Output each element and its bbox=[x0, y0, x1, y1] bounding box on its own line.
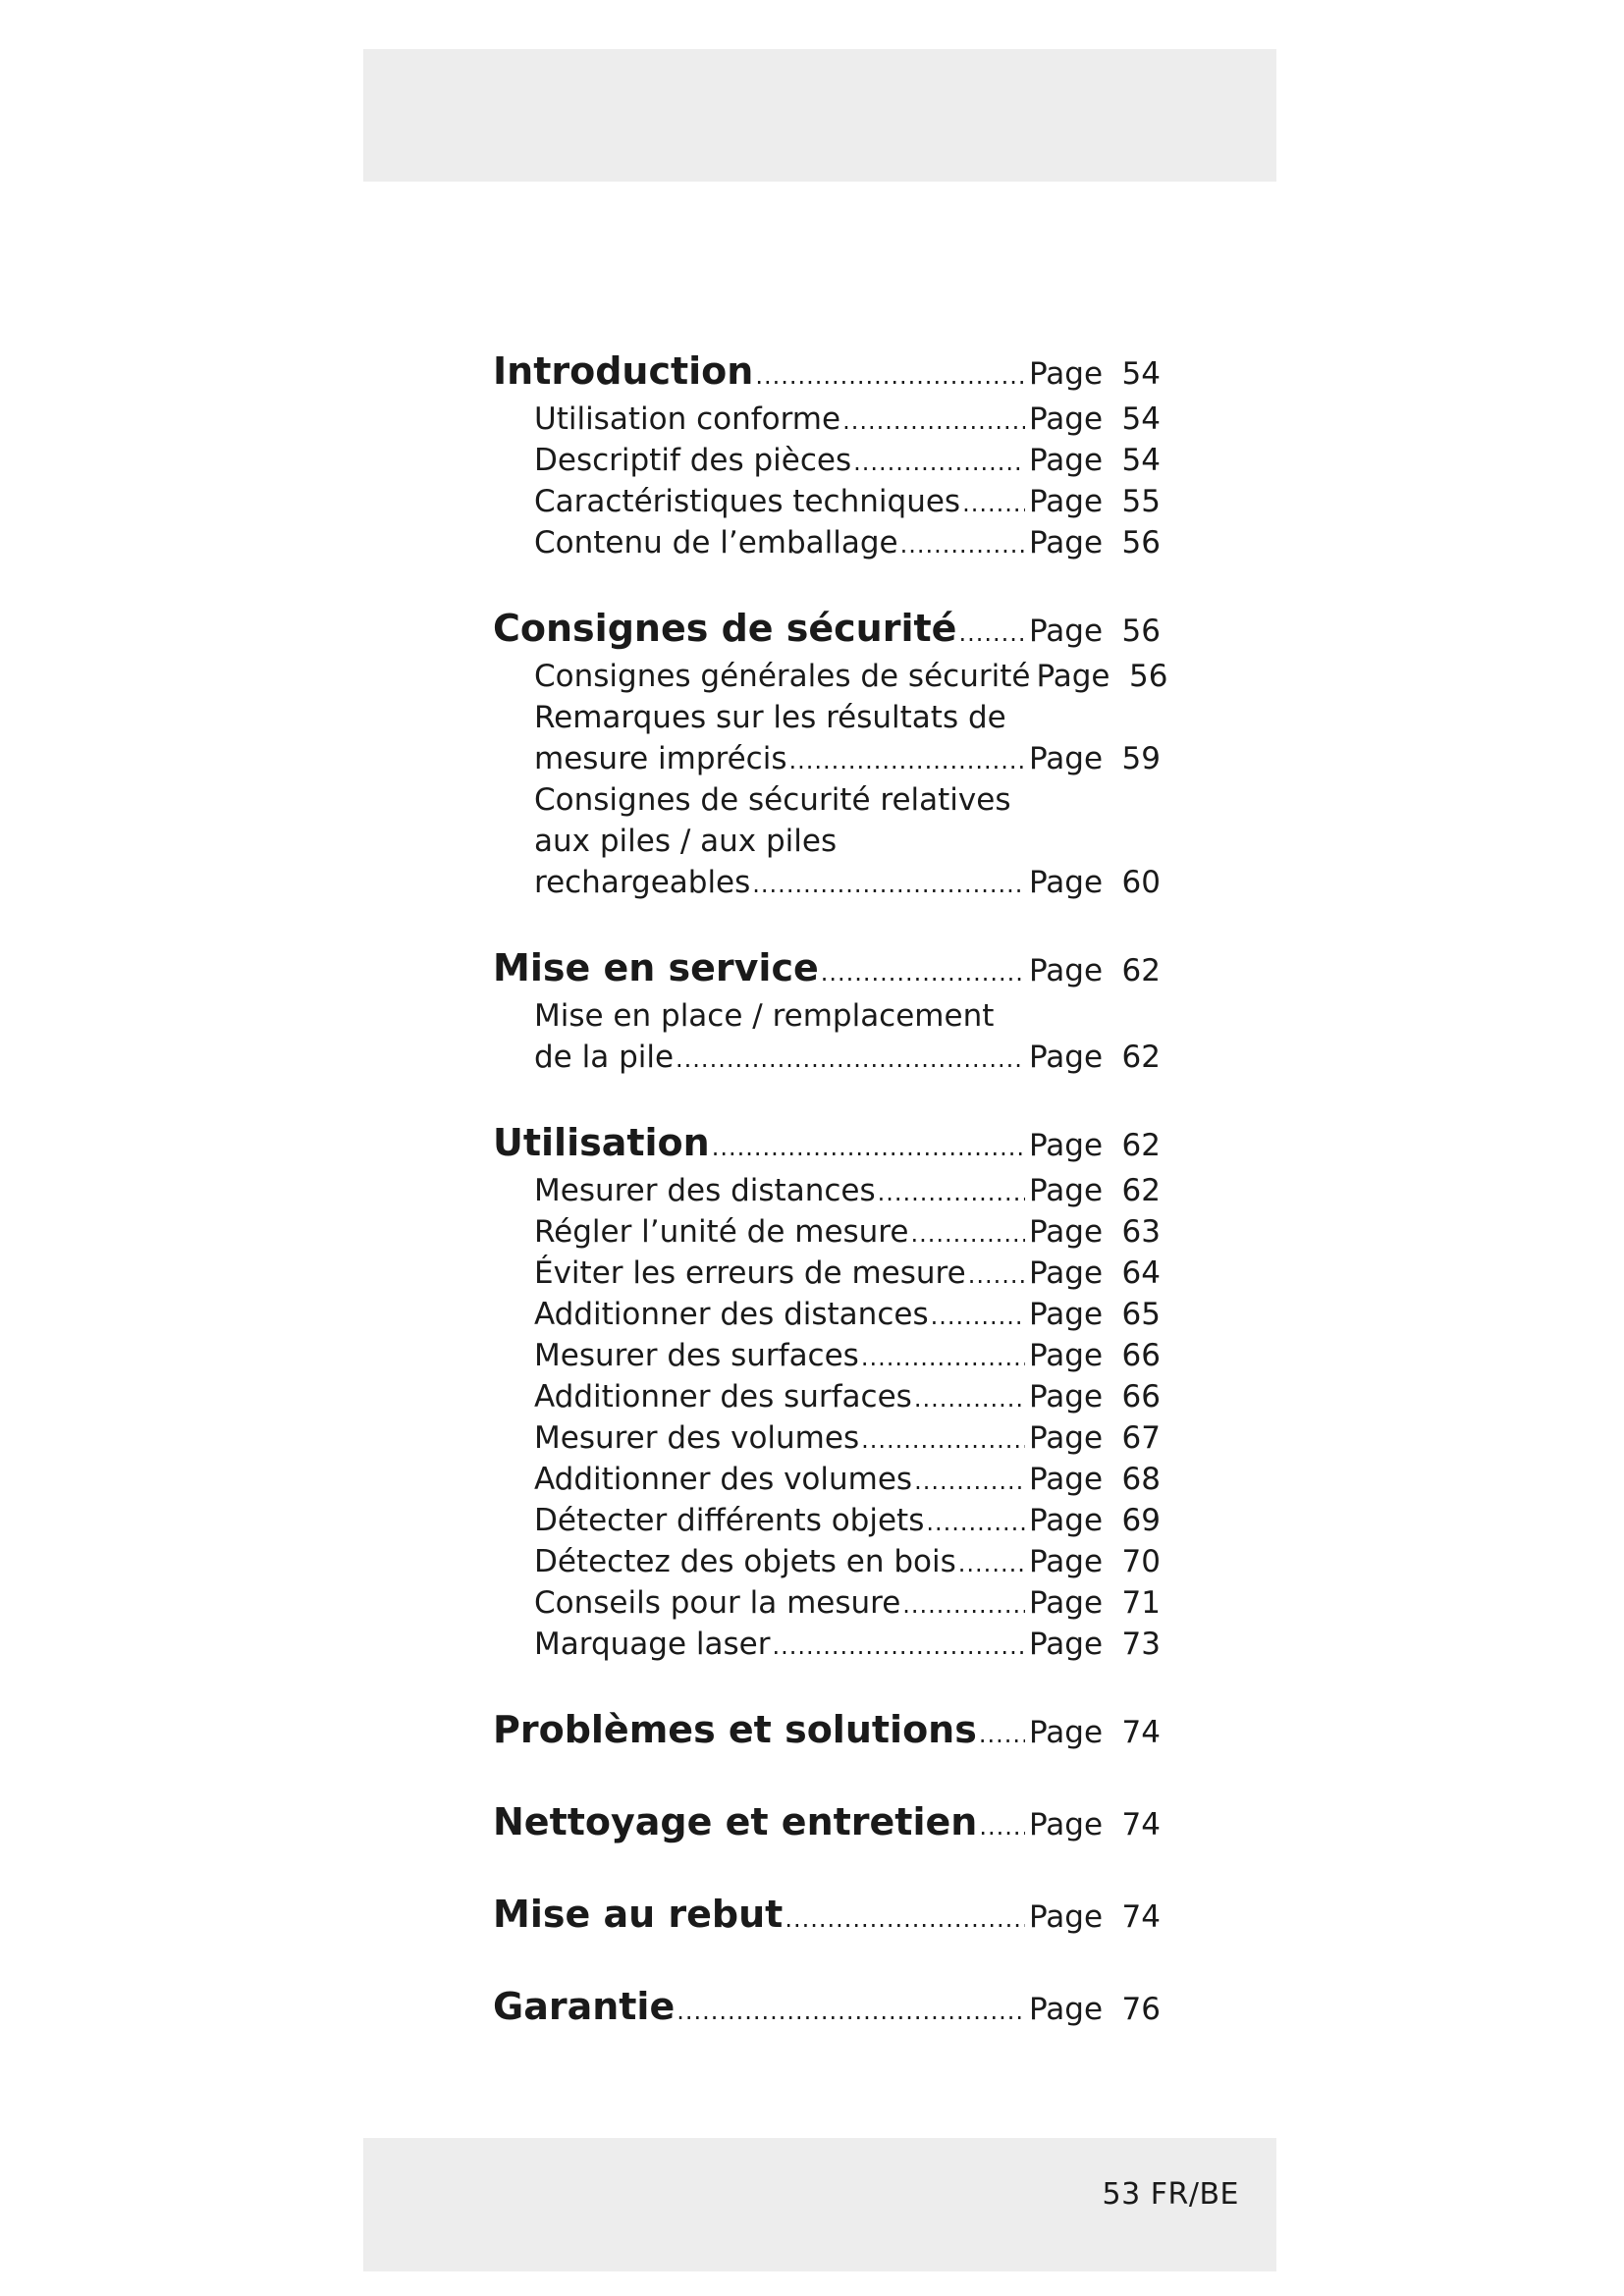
toc-entry-title: Mesurer des volumes bbox=[534, 1420, 860, 1456]
toc-page-number: 71 bbox=[1121, 1585, 1161, 1621]
toc-entry-row bbox=[493, 656, 1168, 697]
toc-entry-title: Régler l’unité de mesure bbox=[534, 1214, 909, 1250]
toc-page-label: Page bbox=[1029, 1992, 1104, 2027]
toc-heading: Introduction bbox=[493, 349, 754, 393]
toc-page-number: 69 bbox=[1121, 1503, 1161, 1538]
toc-page-number: 54 bbox=[1121, 401, 1161, 437]
toc-entry-row bbox=[493, 1376, 1161, 1417]
toc-entry-row bbox=[493, 1500, 1161, 1541]
toc-entry-title: Détecter différents objets bbox=[534, 1503, 925, 1538]
toc-heading: Mise en service bbox=[493, 946, 819, 989]
toc-page-label: Page bbox=[1029, 401, 1104, 437]
toc-leader-dots bbox=[861, 1337, 1025, 1378]
toc-entry-row bbox=[493, 862, 1161, 903]
toc-heading: Nettoyage et entretien bbox=[493, 1800, 978, 1843]
toc-page-label: Page bbox=[1029, 484, 1104, 519]
toc-leader-dots bbox=[755, 348, 1025, 403]
toc-entry-row bbox=[493, 1582, 1161, 1624]
toc-page-label: Page bbox=[1029, 1338, 1104, 1373]
toc-heading-row bbox=[493, 1794, 1161, 1849]
toc-page-number: 67 bbox=[1121, 1420, 1161, 1456]
toc-heading: Mise au rebut bbox=[493, 1893, 784, 1936]
footer-band bbox=[363, 2138, 1276, 2271]
toc-entry-line bbox=[493, 995, 1161, 1037]
toc-page-number: 66 bbox=[1121, 1379, 1161, 1415]
toc-entry-title: Mesurer des distances bbox=[534, 1173, 876, 1208]
toc-entry-title: Contenu de l’emballage bbox=[534, 525, 898, 561]
toc-section bbox=[493, 1702, 1161, 1757]
toc-heading: Utilisation bbox=[493, 1121, 710, 1164]
toc-entry-title: Conseils pour la mesure bbox=[534, 1585, 901, 1621]
toc-section bbox=[493, 1794, 1161, 1849]
toc-entry-title: rechargeables bbox=[534, 865, 751, 900]
toc-heading: Problèmes et solutions bbox=[493, 1708, 977, 1751]
toc-entry-text: aux piles / aux piles bbox=[534, 824, 838, 859]
toc-page-label: Page bbox=[1029, 1807, 1104, 1842]
toc-entry-title: Éviter les erreurs de mesure bbox=[534, 1255, 966, 1291]
toc-page-number: 62 bbox=[1121, 1173, 1161, 1208]
toc-leader-dots bbox=[752, 864, 1025, 905]
toc-page-number: 76 bbox=[1121, 1992, 1161, 2027]
toc-leader-dots bbox=[772, 1626, 1025, 1667]
toc-leader-dots bbox=[861, 1419, 1025, 1461]
toc-page-label: Page bbox=[1029, 443, 1104, 478]
toc-section bbox=[493, 344, 1161, 563]
toc-page-label: Page bbox=[1029, 1379, 1104, 1415]
toc-leader-dots bbox=[712, 1120, 1025, 1175]
toc-page-label: Page bbox=[1029, 356, 1104, 392]
toc-entry-row bbox=[493, 1417, 1161, 1459]
toc-entry-title: Additionner des volumes bbox=[534, 1462, 913, 1497]
table-of-contents bbox=[493, 344, 1168, 2071]
toc-leader-dots bbox=[962, 483, 1025, 524]
toc-page-number: 65 bbox=[1121, 1297, 1161, 1332]
toc-page-label: Page bbox=[1029, 1627, 1104, 1662]
toc-entry-title: Caractéristiques techniques bbox=[534, 484, 961, 519]
toc-entry-line bbox=[493, 697, 1161, 738]
toc-leader-dots bbox=[979, 1799, 1025, 1854]
toc-section bbox=[493, 1979, 1161, 2034]
toc-entry-title: mesure imprécis bbox=[534, 741, 787, 776]
toc-section bbox=[493, 1887, 1161, 1942]
toc-entry-row bbox=[493, 1294, 1161, 1335]
toc-entry-title: Descriptif des pièces bbox=[534, 443, 852, 478]
toc-entry-row bbox=[493, 440, 1161, 481]
footer-locale: FR/BE bbox=[1150, 2177, 1239, 2212]
toc-leader-dots bbox=[900, 524, 1025, 565]
toc-leader-dots bbox=[931, 1296, 1025, 1337]
toc-page-number: 62 bbox=[1121, 1040, 1161, 1075]
toc-leader-dots bbox=[789, 740, 1026, 781]
toc-leader-dots bbox=[910, 1213, 1025, 1255]
toc-entry-text: Remarques sur les résultats de bbox=[534, 700, 1006, 735]
toc-page-label: Page bbox=[1029, 614, 1104, 649]
toc-entry-title: Additionner des surfaces bbox=[534, 1379, 912, 1415]
toc-leader-dots bbox=[785, 1892, 1025, 1947]
page-number: 53 bbox=[1102, 2177, 1141, 2212]
toc-heading-row bbox=[493, 1979, 1161, 2034]
toc-page-label: Page bbox=[1029, 741, 1104, 776]
toc-entry-line bbox=[493, 821, 1161, 862]
toc-section bbox=[493, 1115, 1161, 1665]
toc-entry-row bbox=[493, 1335, 1161, 1376]
page-footer bbox=[1103, 2177, 1239, 2212]
toc-page-number: 62 bbox=[1121, 1128, 1161, 1163]
toc-entry-row bbox=[493, 738, 1161, 779]
toc-page-label: Page bbox=[1029, 953, 1104, 988]
toc-page-number: 70 bbox=[1121, 1544, 1161, 1579]
toc-entry-row bbox=[493, 481, 1161, 522]
toc-entry-text: Mise en place / remplacement bbox=[534, 998, 995, 1034]
toc-page-number: 54 bbox=[1121, 443, 1161, 478]
toc-leader-dots bbox=[968, 1255, 1025, 1296]
toc-leader-dots bbox=[914, 1378, 1025, 1419]
toc-entry-title: Détectez des objets en bois bbox=[534, 1544, 956, 1579]
toc-page-number: 74 bbox=[1121, 1807, 1161, 1842]
toc-leader-dots bbox=[914, 1461, 1025, 1502]
toc-page-label: Page bbox=[1029, 525, 1104, 561]
toc-entry-line bbox=[493, 779, 1161, 821]
toc-page-number: 55 bbox=[1121, 484, 1161, 519]
toc-entry-row bbox=[493, 1037, 1161, 1078]
toc-page-number: 73 bbox=[1121, 1627, 1161, 1662]
toc-leader-dots bbox=[878, 1172, 1025, 1213]
toc-page-label: Page bbox=[1029, 1544, 1104, 1579]
toc-page-number: 63 bbox=[1121, 1214, 1161, 1250]
toc-leader-dots bbox=[979, 1707, 1025, 1762]
toc-entry-row bbox=[493, 1624, 1161, 1665]
toc-page-label: Page bbox=[1029, 1040, 1104, 1075]
toc-page-number: 59 bbox=[1121, 741, 1161, 776]
toc-leader-dots bbox=[958, 1543, 1025, 1584]
toc-page-number: 56 bbox=[1121, 525, 1161, 561]
toc-leader-dots bbox=[821, 945, 1025, 1000]
toc-leader-dots bbox=[958, 606, 1025, 661]
toc-entry-row bbox=[493, 1541, 1161, 1582]
toc-entry-row bbox=[493, 522, 1161, 563]
header-band bbox=[363, 49, 1276, 182]
toc-page-label: Page bbox=[1029, 1128, 1104, 1163]
toc-entry-title: Mesurer des surfaces bbox=[534, 1338, 859, 1373]
toc-heading: Consignes de sécurité bbox=[493, 607, 957, 650]
toc-page-number: 54 bbox=[1121, 356, 1161, 392]
toc-page-label: Page bbox=[1036, 659, 1110, 694]
toc-entry-row bbox=[493, 399, 1161, 440]
toc-page-label: Page bbox=[1029, 1214, 1104, 1250]
toc-page-label: Page bbox=[1029, 1715, 1104, 1750]
toc-page-number: 66 bbox=[1121, 1338, 1161, 1373]
toc-page-number: 74 bbox=[1121, 1715, 1161, 1750]
toc-entry-title: de la pile bbox=[534, 1040, 675, 1075]
toc-page-number: 60 bbox=[1121, 865, 1161, 900]
toc-entry-row bbox=[493, 1170, 1161, 1211]
toc-entry-title: Marquage laser bbox=[534, 1627, 771, 1662]
toc-entry-title: Utilisation conforme bbox=[534, 401, 841, 437]
toc-leader-dots bbox=[926, 1502, 1025, 1543]
toc-heading-row bbox=[493, 940, 1161, 995]
toc-page-label: Page bbox=[1029, 1255, 1104, 1291]
toc-heading-row bbox=[493, 1115, 1161, 1170]
toc-page-label: Page bbox=[1029, 1173, 1104, 1208]
toc-page-label: Page bbox=[1029, 1503, 1104, 1538]
toc-page-label: Page bbox=[1029, 865, 1104, 900]
toc-page-number: 56 bbox=[1128, 659, 1168, 694]
toc-leader-dots bbox=[842, 400, 1025, 442]
toc-page-number: 64 bbox=[1121, 1255, 1161, 1291]
toc-entry-row bbox=[493, 1253, 1161, 1294]
toc-leader-dots bbox=[902, 1584, 1025, 1626]
toc-page-number: 68 bbox=[1121, 1462, 1161, 1497]
toc-entry-row bbox=[493, 1459, 1161, 1500]
toc-section bbox=[493, 601, 1168, 903]
toc-heading: Garantie bbox=[493, 1985, 676, 2028]
toc-heading-row bbox=[493, 344, 1161, 399]
toc-page-number: 74 bbox=[1121, 1899, 1161, 1935]
toc-entry-title: Consignes générales de sécurité bbox=[534, 659, 1031, 694]
toc-entry-title: Additionner des distances bbox=[534, 1297, 929, 1332]
toc-entry-row bbox=[493, 1211, 1161, 1253]
toc-leader-dots bbox=[677, 1984, 1025, 2039]
toc-page-number: 56 bbox=[1121, 614, 1161, 649]
toc-page-label: Page bbox=[1029, 1585, 1104, 1621]
toc-leader-dots bbox=[676, 1039, 1025, 1080]
toc-page-label: Page bbox=[1029, 1462, 1104, 1497]
toc-leader-dots bbox=[853, 442, 1025, 483]
toc-page-number: 62 bbox=[1121, 953, 1161, 988]
toc-heading-row bbox=[493, 601, 1161, 656]
toc-page-label: Page bbox=[1029, 1297, 1104, 1332]
toc-page-label: Page bbox=[1029, 1420, 1104, 1456]
toc-heading-row bbox=[493, 1702, 1161, 1757]
toc-page-label: Page bbox=[1029, 1899, 1104, 1935]
toc-heading-row bbox=[493, 1887, 1161, 1942]
toc-entry-text: Consignes de sécurité relatives bbox=[534, 782, 1011, 818]
toc-section bbox=[493, 940, 1161, 1078]
